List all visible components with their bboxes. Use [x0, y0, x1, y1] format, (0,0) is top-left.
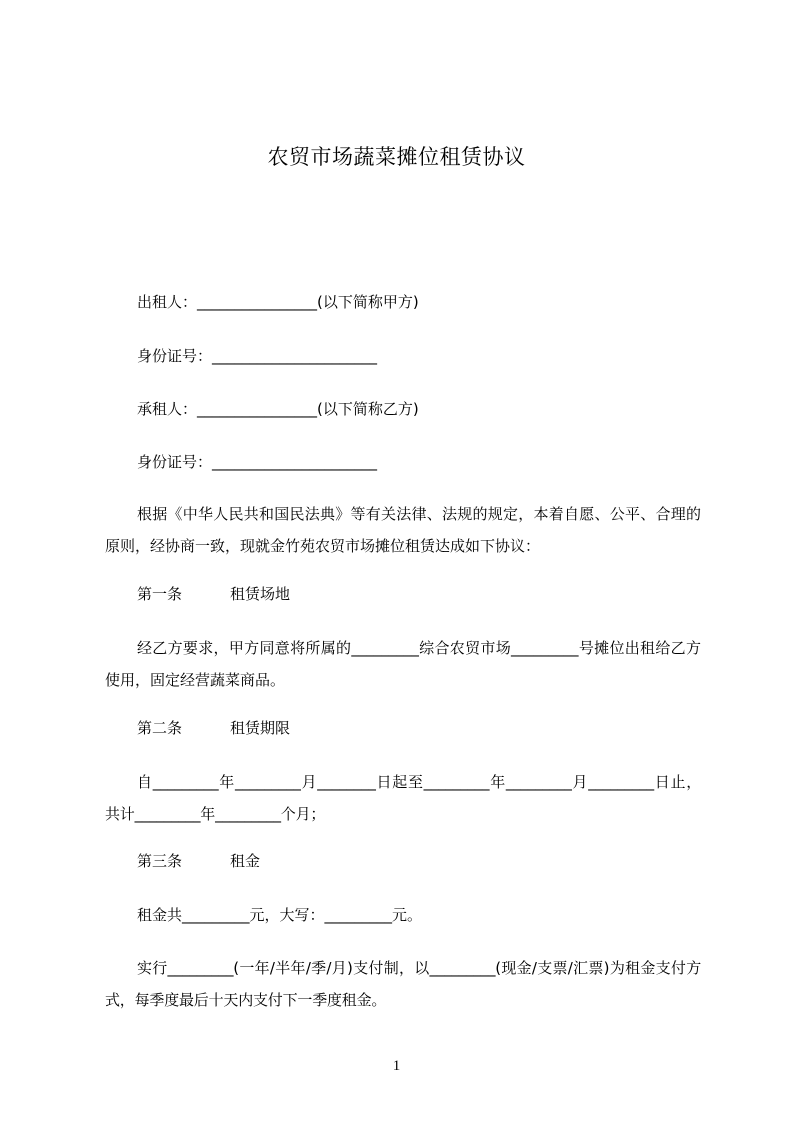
article-3-number: 第三条: [137, 852, 183, 870]
article-2-heading: [137, 718, 290, 738]
intro-paragraph: 根据《中华人民共和国民法典》等有关法律、法规的规定，本着自愿、公平、合理的原则，经协商一致，现就金竹苑农贸市场摊位租赁达成如下协议：: [105, 505, 701, 555]
lessee-line: 承租人：________________(以下简称乙方): [137, 400, 419, 418]
article-2-title: 租赁期限: [230, 719, 291, 737]
lessor-line: 出租人：________________(以下简称甲方): [137, 293, 419, 311]
lessor-id-line: 身份证号：______________________: [137, 347, 378, 365]
article-1-number: 第一条: [137, 585, 183, 603]
article-3-title: 租金: [230, 852, 261, 870]
article-1-title: 租赁场地: [230, 585, 291, 603]
article-3-payment-paragraph: 实行_________(一年/半年/季/月)支付制，以_________(现金/支票/汇票)为租金支付方式，每季度最后十天内支付下一季度租金。: [105, 959, 701, 1009]
article-3-body: 租金共_________元，大写：_________元。: [137, 906, 423, 924]
page-number: 1: [392, 1058, 401, 1074]
document-title: 农贸市场蔬菜摊位租赁协议: [267, 145, 526, 169]
article-2-number: 第二条: [137, 719, 183, 737]
article-3-heading: [137, 851, 260, 871]
article-1-heading: [137, 584, 290, 604]
article-1-body: 经乙方要求，甲方同意将所属的_________综合农贸市场_________号摊位出租给乙方使用，固定经营蔬菜商品。: [105, 639, 701, 689]
article-2-body: 自_________年_________月________日起至_________年_________月_________日止，共计_________年_________个月；: [105, 773, 701, 823]
lessee-id-line: 身份证号：______________________: [137, 453, 378, 471]
